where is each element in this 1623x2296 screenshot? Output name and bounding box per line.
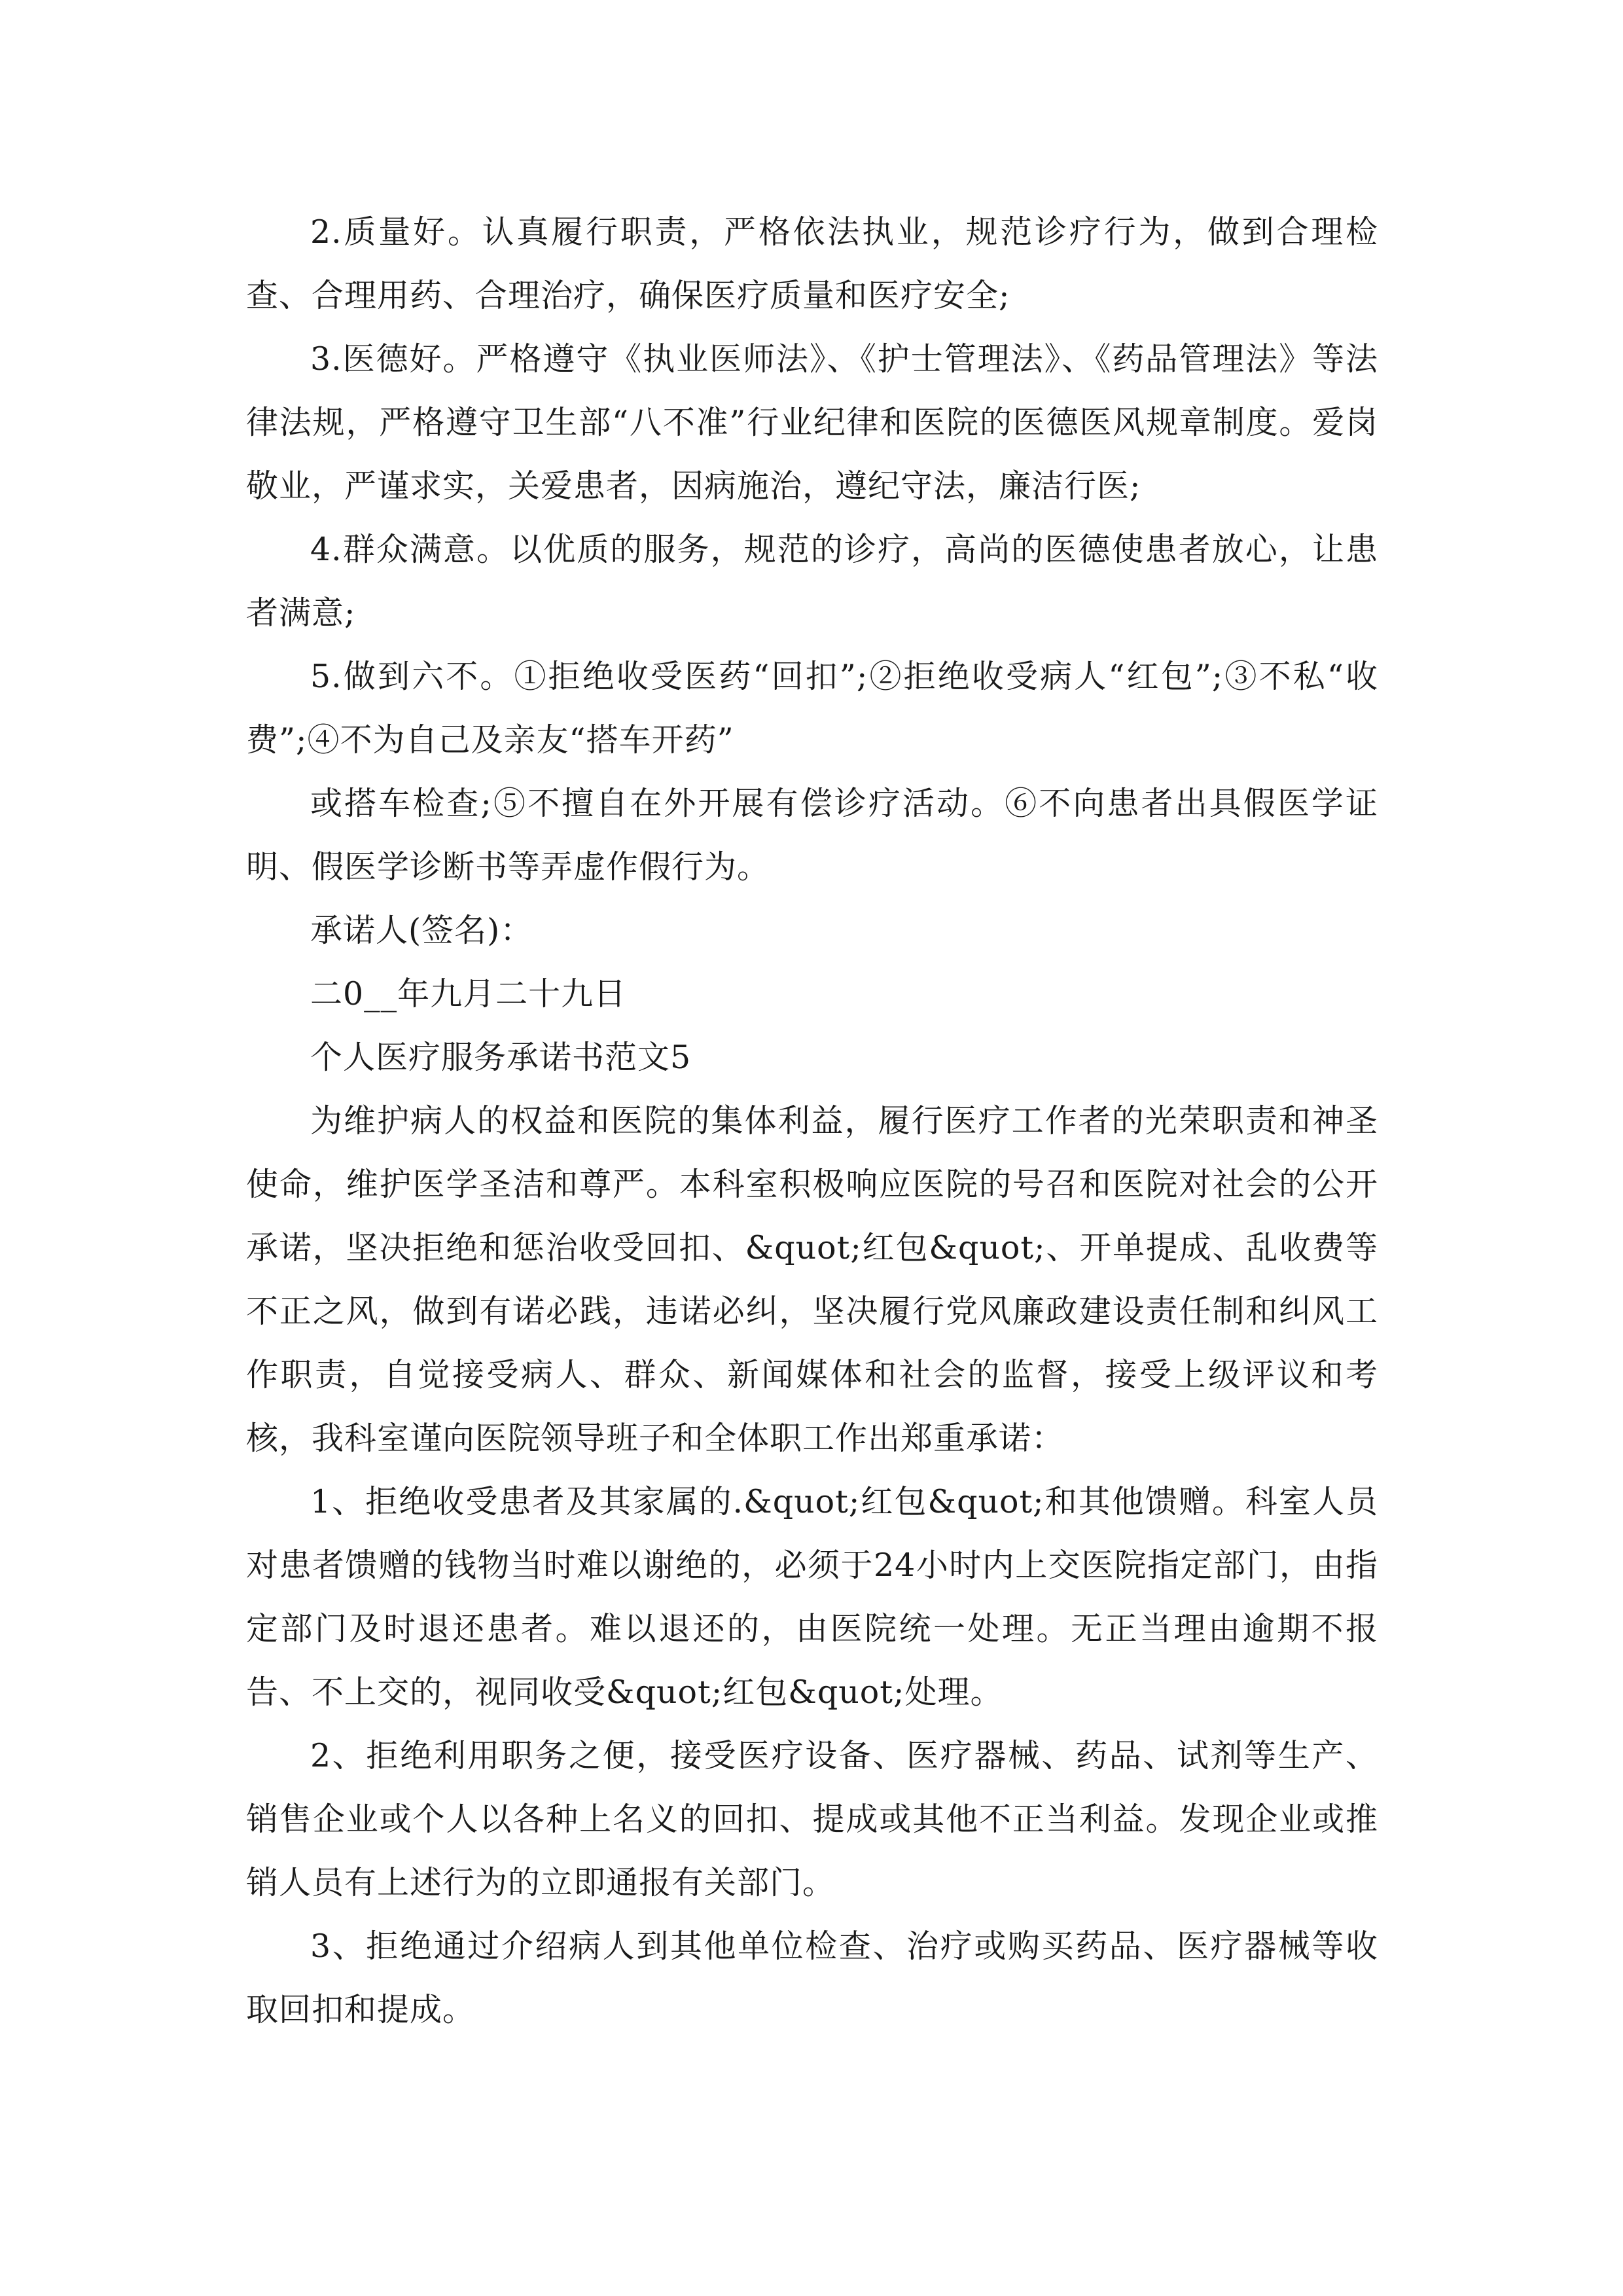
paragraph-pledge-3: 3、拒绝通过介绍病人到其他单位检查、治疗或购买药品、医疗器械等收取回扣和提成。 (246, 1928, 1378, 2028)
paragraph-pledge-1: 1、拒绝收受患者及其家属的.&quot;红包&quot;和其他馈赠。科室人员对患者馈赠的钱物当时难以谢绝的，必须于24小时内上交医院指定部门，由指定部门及时退还患者。难以退还的，由医院统一处理。无正当理由逾期不报告、不上交的，视同收受&quot;红包&quot;处理。 (246, 1483, 1378, 1711)
paragraph-quality: 2.质量好。认真履行职责，严格依法执业，规范诊疗行为，做到合理检查、合理用药、合理治疗，确保医疗质量和医疗安全; (246, 213, 1378, 314)
section-title: 个人医疗服务承诺书范文5 (310, 1039, 692, 1076)
signature-line: 承诺人(签名)： (310, 912, 533, 949)
document-body (246, 200, 1378, 2041)
paragraph-pledge-2: 2、拒绝利用职务之便，接受医疗设备、医疗器械、药品、试剂等生产、销售企业或个人以各种上名义的回扣、提成或其他不正当利益。发现企业或推销人员有上述行为的立即通报有关部门。 (246, 1737, 1378, 1901)
paragraph-six-nots-continued: 或搭车检查;⑤不擅自在外开展有偿诊疗活动。⑥不向患者出具假医学证明、假医学诊断书等弄虚作假行为。 (246, 785, 1378, 886)
date-line: 二0__年九月二十九日 (310, 975, 627, 1013)
paragraph-intro: 为维护病人的权益和医院的集体利益，履行医疗工作者的光荣职责和神圣使命，维护医学圣洁和尊严。本科室积极响应医院的号召和医院对社会的公开承诺，坚决拒绝和惩治收受回扣、&quot;红包&quot;、开单提成、乱收费等不正之风，做到有诺必践，违诺必纠，坚决履行党风廉政建设责任制和纠风工作职责，自觉接受病人、群众、新闻媒体和社会的监督，接受上级评议和考核，我科室谨向医院领导班子和全体职工作出郑重承诺： (246, 1102, 1378, 1457)
paragraph-medical-ethics: 3.医德好。严格遵守《执业医师法》、《护士管理法》、《药品管理法》等法律法规，严格遵守卫生部“八不准”行业纪律和医院的医德医风规章制度。爱岗敬业，严谨求实，关爱患者，因病施治，遵纪守法，廉洁行医; (246, 340, 1378, 505)
paragraph-public-satisfaction: 4.群众满意。以优质的服务，规范的诊疗，高尚的医德使患者放心，让患者满意; (246, 531, 1378, 632)
paragraph-six-nots: 5.做到六不。①拒绝收受医药“回扣”;②拒绝收受病人“红包”;③不私“收费”;④不为自己及亲友“搭车开药” (246, 658, 1378, 759)
